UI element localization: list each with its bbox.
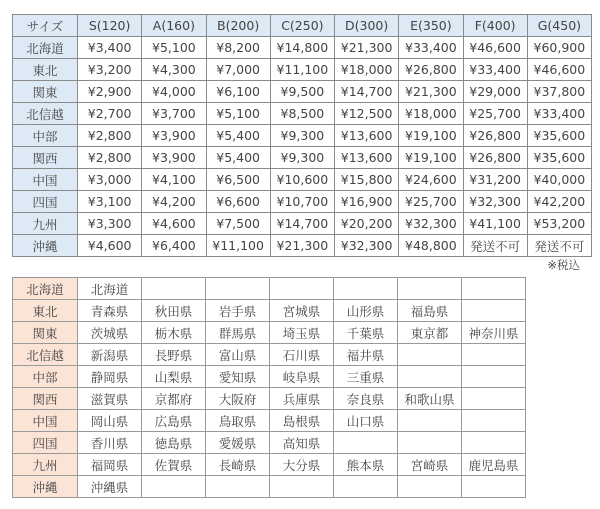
price-cell: ¥14,700 [270,213,334,235]
prefecture-cell: 千葉県 [334,322,398,344]
price-cell: ¥14,800 [270,37,334,59]
prefecture-cell: 和歌山県 [398,388,462,410]
price-cell: ¥3,900 [142,125,206,147]
price-cell: ¥13,600 [335,125,399,147]
size-header: E(350) [399,15,463,37]
price-cell: ¥4,300 [142,59,206,81]
prefecture-cell [270,278,334,300]
prefecture-cell: 佐賀県 [142,454,206,476]
prefecture-cell: 長野県 [142,344,206,366]
prefecture-cell: 青森県 [78,300,142,322]
table-row [13,410,526,432]
table-row [13,59,592,81]
prefecture-cell [334,432,398,454]
size-header: B(200) [206,15,270,37]
price-cell: ¥53,200 [527,213,591,235]
prefecture-cell: 岡山県 [78,410,142,432]
prefecture-cell: 大阪府 [206,388,270,410]
region-label: 中部 [13,366,78,388]
price-cell: ¥35,600 [527,147,591,169]
price-cell: ¥6,100 [206,81,270,103]
region-label: 北信越 [13,344,78,366]
prefecture-cell: 山口県 [334,410,398,432]
price-cell: ¥4,600 [142,213,206,235]
region-label: 関東 [13,322,78,344]
prefecture-cell: 熊本県 [334,454,398,476]
price-cell: ¥14,700 [335,81,399,103]
table-row [13,147,592,169]
price-cell: ¥25,700 [463,103,527,125]
prefecture-cell [270,476,334,498]
prefecture-cell: 静岡県 [78,366,142,388]
prefecture-cell: 滋賀県 [78,388,142,410]
prefecture-cell: 福島県 [398,300,462,322]
price-cell: ¥40,000 [527,169,591,191]
price-cell: ¥37,800 [527,81,591,103]
prefecture-cell: 石川県 [270,344,334,366]
region-label: 関西 [13,147,78,169]
price-cell: ¥6,600 [206,191,270,213]
table-row [13,37,592,59]
prefecture-cell: 埼玉県 [270,322,334,344]
table-row [13,169,592,191]
price-cell: ¥9,300 [270,147,334,169]
prefecture-cell: 宮城県 [270,300,334,322]
prefecture-cell: 山梨県 [142,366,206,388]
price-cell: ¥13,600 [335,147,399,169]
price-cell: ¥2,800 [78,147,142,169]
prefecture-cell: 神奈川県 [462,322,526,344]
prefecture-cell [142,278,206,300]
table-row [13,344,526,366]
prefecture-cell [462,300,526,322]
price-cell: ¥4,600 [78,235,142,257]
price-cell: ¥15,800 [335,169,399,191]
prefecture-cell: 徳島県 [142,432,206,454]
prefecture-cell: 高知県 [270,432,334,454]
price-cell: ¥26,800 [399,59,463,81]
price-cell: ¥26,800 [463,125,527,147]
prefecture-cell: 島根県 [270,410,334,432]
table-row [13,322,526,344]
table-row [13,388,526,410]
price-cell: ¥20,200 [335,213,399,235]
price-cell: ¥31,200 [463,169,527,191]
price-cell: ¥7,000 [206,59,270,81]
price-cell: ¥32,300 [463,191,527,213]
price-cell: ¥7,500 [206,213,270,235]
prefecture-cell [334,476,398,498]
region-label: 関西 [13,388,78,410]
price-cell: ¥21,300 [335,37,399,59]
prefecture-cell: 香川県 [78,432,142,454]
price-cell: ¥32,300 [399,213,463,235]
price-cell: ¥5,400 [206,125,270,147]
prefecture-cell: 広島県 [142,410,206,432]
region-label: 中国 [13,169,78,191]
prefecture-cell: 三重県 [334,366,398,388]
price-cell: ¥18,000 [335,59,399,81]
price-cell: ¥4,000 [142,81,206,103]
prefecture-cell: 茨城県 [78,322,142,344]
prefecture-cell: 栃木県 [142,322,206,344]
price-cell: ¥5,100 [206,103,270,125]
price-cell: ¥3,000 [78,169,142,191]
region-label: 東北 [13,300,78,322]
prefecture-cell: 新潟県 [78,344,142,366]
prefecture-cell: 兵庫県 [270,388,334,410]
table-row [13,235,592,257]
price-cell: ¥19,100 [399,147,463,169]
header-row [13,15,592,37]
region-label: 四国 [13,191,78,213]
price-cell: ¥60,900 [527,37,591,59]
price-cell: ¥33,400 [527,103,591,125]
prefecture-cell: 奈良県 [334,388,398,410]
size-header: F(400) [463,15,527,37]
table-row [13,278,526,300]
prefecture-cell: 富山県 [206,344,270,366]
price-cell: ¥6,500 [206,169,270,191]
region-label: 四国 [13,432,78,454]
prefecture-cell [462,388,526,410]
prefecture-cell [462,432,526,454]
prefecture-cell [462,278,526,300]
region-prefecture-table [12,277,526,498]
price-cell: ¥33,400 [399,37,463,59]
price-cell: ¥12,500 [335,103,399,125]
prefecture-cell [206,278,270,300]
price-cell: 発送不可 [527,235,591,257]
region-label: 北海道 [13,37,78,59]
price-cell: ¥3,100 [78,191,142,213]
price-cell: ¥42,200 [527,191,591,213]
price-cell: ¥19,100 [399,125,463,147]
price-cell: ¥21,300 [399,81,463,103]
prefecture-cell: 岐阜県 [270,366,334,388]
region-label: 九州 [13,454,78,476]
size-header: D(300) [335,15,399,37]
prefecture-cell [398,410,462,432]
price-cell: ¥32,300 [335,235,399,257]
price-cell: ¥29,000 [463,81,527,103]
prefecture-cell: 沖縄県 [78,476,142,498]
prefecture-cell: 長崎県 [206,454,270,476]
table-row [13,366,526,388]
size-label-header: サイズ [13,15,78,37]
prefecture-cell [462,344,526,366]
region-label: 沖縄 [13,476,78,498]
table-row [13,454,526,476]
prefecture-cell: 福井県 [334,344,398,366]
size-header: C(250) [270,15,334,37]
prefecture-cell: 福岡県 [78,454,142,476]
prefecture-cell [398,344,462,366]
prefecture-cell [398,432,462,454]
prefecture-cell: 岩手県 [206,300,270,322]
price-cell: ¥3,700 [142,103,206,125]
price-cell: ¥9,500 [270,81,334,103]
prefecture-cell [142,476,206,498]
price-cell: ¥24,600 [399,169,463,191]
price-cell: ¥46,600 [527,59,591,81]
region-label: 関東 [13,81,78,103]
price-cell: ¥3,200 [78,59,142,81]
size-header: G(450) [527,15,591,37]
prefecture-cell [398,278,462,300]
table-row [13,300,526,322]
price-cell: ¥2,800 [78,125,142,147]
prefecture-cell: 愛知県 [206,366,270,388]
prefecture-cell [462,476,526,498]
price-cell: ¥5,100 [142,37,206,59]
prefecture-cell: 群馬県 [206,322,270,344]
price-cell: 発送不可 [463,235,527,257]
table-row [13,213,592,235]
price-cell: ¥3,900 [142,147,206,169]
prefecture-cell: 秋田県 [142,300,206,322]
table-row [13,432,526,454]
price-cell: ¥18,000 [399,103,463,125]
price-cell: ¥48,800 [399,235,463,257]
price-cell: ¥21,300 [270,235,334,257]
region-label: 北信越 [13,103,78,125]
prefecture-cell: 北海道 [78,278,142,300]
prefecture-cell: 大分県 [270,454,334,476]
price-cell: ¥10,700 [270,191,334,213]
price-cell: ¥2,700 [78,103,142,125]
prefecture-cell: 東京都 [398,322,462,344]
prefecture-cell [398,476,462,498]
table-row [13,81,592,103]
price-cell: ¥3,300 [78,213,142,235]
region-label: 北海道 [13,278,78,300]
prefecture-cell [462,410,526,432]
prefecture-cell: 鳥取県 [206,410,270,432]
region-label: 沖縄 [13,235,78,257]
prefecture-cell: 鹿児島県 [462,454,526,476]
region-label: 東北 [13,59,78,81]
price-cell: ¥25,700 [399,191,463,213]
region-label: 九州 [13,213,78,235]
prefecture-cell: 京都府 [142,388,206,410]
region-label: 中部 [13,125,78,147]
price-cell: ¥11,100 [206,235,270,257]
price-cell: ¥8,500 [270,103,334,125]
price-cell: ¥8,200 [206,37,270,59]
region-label: 中国 [13,410,78,432]
price-cell: ¥41,100 [463,213,527,235]
price-cell: ¥33,400 [463,59,527,81]
price-cell: ¥26,800 [463,147,527,169]
prefecture-cell [398,366,462,388]
price-cell: ¥35,600 [527,125,591,147]
prefecture-cell [462,366,526,388]
table-row [13,191,592,213]
price-cell: ¥46,600 [463,37,527,59]
price-cell: ¥11,100 [270,59,334,81]
prefecture-cell: 宮崎県 [398,454,462,476]
price-cell: ¥6,400 [142,235,206,257]
price-cell: ¥4,200 [142,191,206,213]
price-cell: ¥9,300 [270,125,334,147]
price-cell: ¥3,400 [78,37,142,59]
prefecture-cell: 山形県 [334,300,398,322]
table-row [13,103,592,125]
prefecture-cell [334,278,398,300]
price-cell: ¥10,600 [270,169,334,191]
price-cell: ¥5,400 [206,147,270,169]
table-row [13,476,526,498]
tax-included-note: ※税込 [547,258,580,272]
prefecture-cell [206,476,270,498]
prefecture-cell: 愛媛県 [206,432,270,454]
size-header: A(160) [142,15,206,37]
size-header: S(120) [78,15,142,37]
price-cell: ¥16,900 [335,191,399,213]
price-cell: ¥4,100 [142,169,206,191]
shipping-rate-table [12,14,592,257]
price-cell: ¥2,900 [78,81,142,103]
table-row [13,125,592,147]
